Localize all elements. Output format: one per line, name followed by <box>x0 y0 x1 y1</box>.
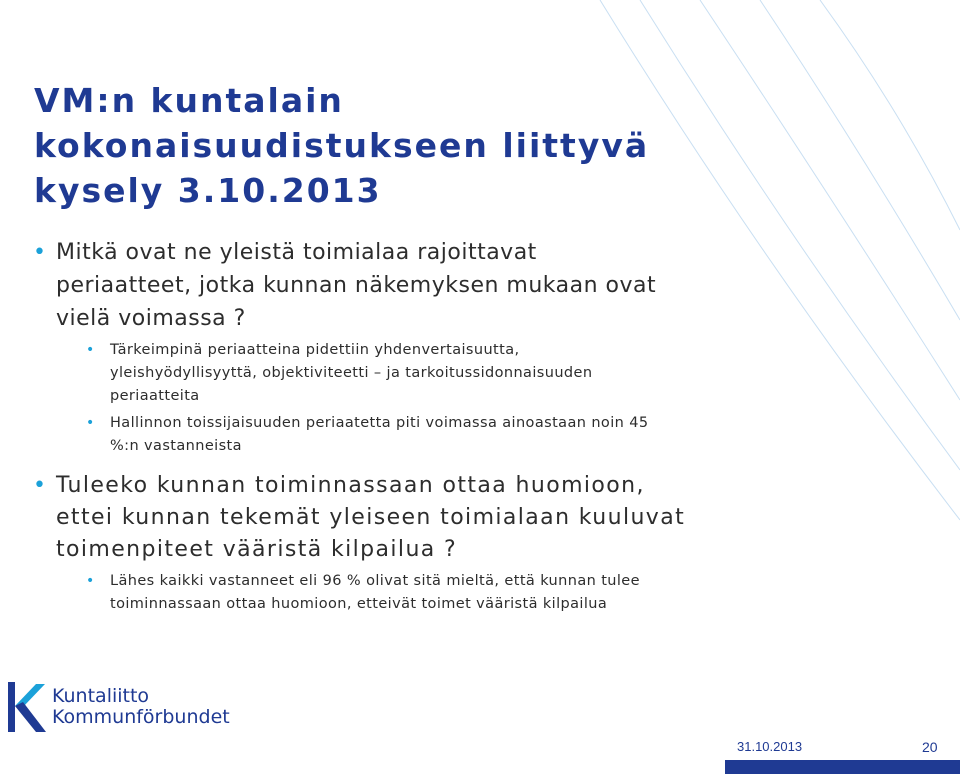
question-2-line: Tuleeko kunnan toiminnassaan ottaa huomioon, <box>56 473 645 498</box>
logo-line: Kommunförbundet <box>52 706 230 728</box>
footer-bar <box>725 760 960 774</box>
question-2-line: toimenpiteet vääristä kilpailua ? <box>56 537 458 562</box>
answer-line: Tärkeimpinä periaatteina pidettiin yhdenvertaisuutta, <box>110 342 520 358</box>
answer-1-1 <box>30 339 930 408</box>
footer-date: 31.10.2013 <box>737 739 803 754</box>
bullet-icon: • <box>33 240 47 265</box>
page-number: 20 <box>922 739 938 755</box>
kuntaliitto-logo-icon <box>6 680 52 736</box>
answer-2-1 <box>30 570 930 616</box>
logo-text <box>52 686 230 728</box>
title-line: kokonaisuudistukseen liittyvä <box>34 126 650 165</box>
bullet-icon: • <box>86 415 95 431</box>
title-line: kysely 3.10.2013 <box>34 171 382 210</box>
answer-line: Hallinnon toissijaisuuden periaatetta piti voimassa ainoastaan noin 45 <box>110 415 649 431</box>
answer-line: toiminnassaan ottaa huomioon, etteivät toimet vääristä kilpailua <box>110 596 608 612</box>
answer-line: yleishyödyllisyyttä, objektiviteetti – ja tarkoitussidonnaisuuden <box>110 365 593 381</box>
question-1-line: vielä voimassa ? <box>56 306 246 331</box>
question-1 <box>30 236 930 335</box>
answer-line: periaatteita <box>110 388 200 404</box>
question-1-line: Mitkä ovat ne yleistä toimialaa rajoittavat <box>56 240 537 265</box>
answer-line: Lähes kaikki vastanneet eli 96 % olivat sitä mieltä, että kunnan tulee <box>110 573 640 589</box>
question-2-line: ettei kunnan tekemät yleiseen toimialaan kuuluvat <box>56 505 686 530</box>
slide-content <box>30 236 930 616</box>
bullet-icon: • <box>86 573 95 589</box>
question-1-line: periaatteet, jotka kunnan näkemyksen mukaan ovat <box>56 273 657 298</box>
bullet-icon: • <box>33 473 48 498</box>
answer-1-2 <box>30 412 930 458</box>
title-line: VM:n kuntalain <box>34 81 344 120</box>
question-2 <box>30 470 930 566</box>
bullet-icon: • <box>86 342 95 358</box>
answer-line: %:n vastanneista <box>110 438 242 454</box>
logo-line: Kuntaliitto <box>52 685 150 707</box>
slide-title <box>34 78 754 213</box>
